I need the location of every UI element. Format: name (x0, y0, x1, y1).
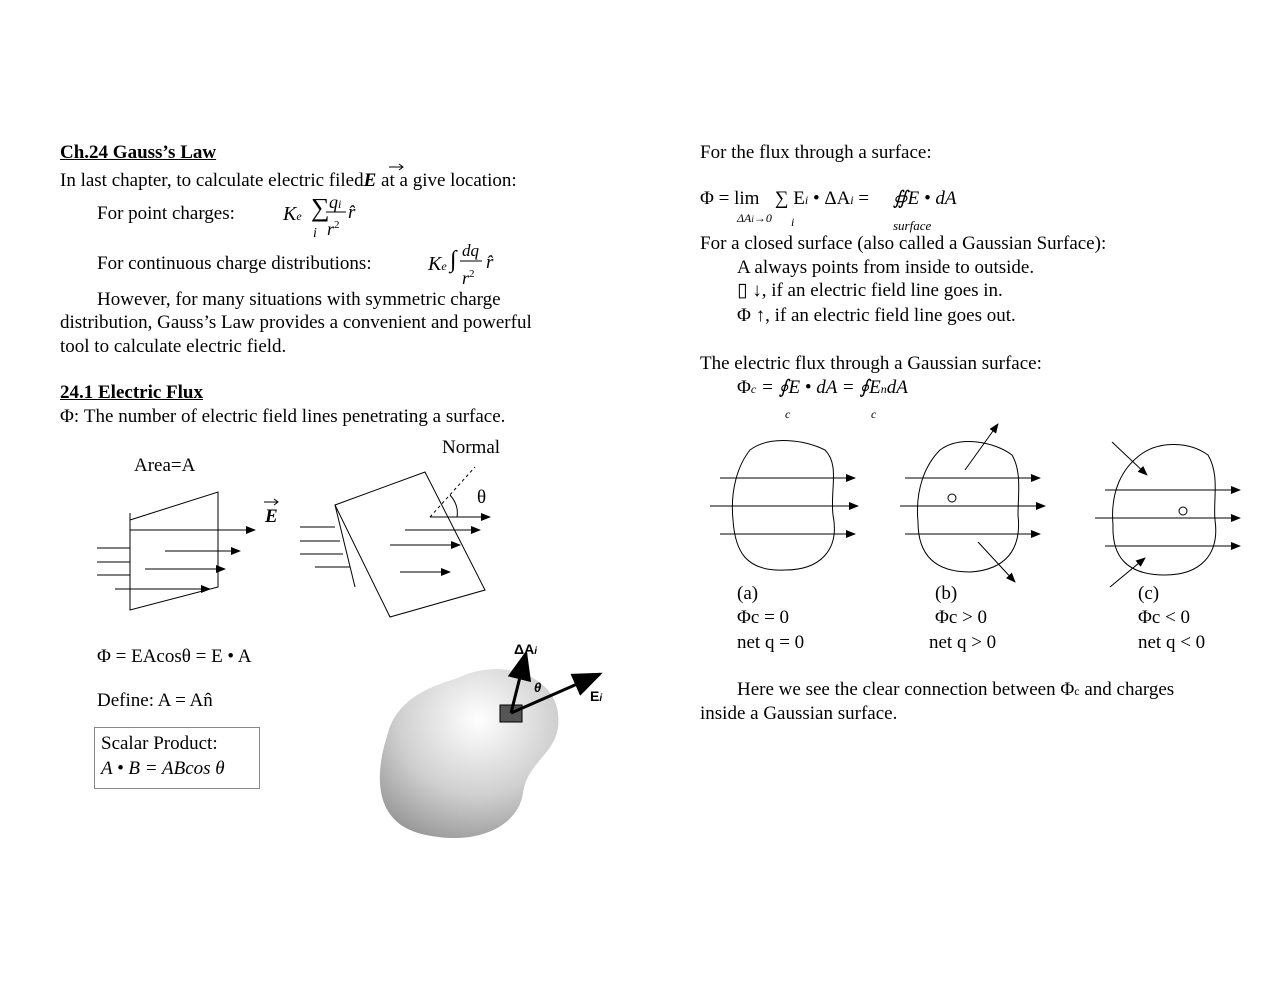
chapter-title: Ch.24 Gauss’s Law (60, 142, 217, 163)
cont-rhat: r̂ (486, 252, 494, 273)
cont-numerator: dq (462, 241, 479, 260)
conclusion-line-2: inside a Gaussian surface. (700, 703, 898, 724)
cont-integral: ∫ (450, 247, 457, 273)
blob-theta-label: θ (534, 680, 542, 695)
case-c-label: (c) (1138, 583, 1160, 604)
gauss-contour-1: c (785, 407, 791, 421)
cont-denominator: $r^2$ (462, 268, 475, 288)
bullet-flux-out: Φ ↑, if an electric field line goes out. (737, 305, 1016, 326)
gauss-equation: Φc = ∮E • dA = ∮EndA (737, 377, 908, 398)
closed-surface-intro: For a closed surface (also called a Gaussian Surface): (700, 233, 1107, 254)
point-sum-index: i (313, 226, 317, 241)
case-a-charge: net q = 0 (737, 632, 805, 653)
paragraph-line-3: tool to calculate electric field. (60, 336, 287, 357)
normal-label: Normal (442, 437, 501, 458)
intro-text-a: In last chapter, to calculate electric filed (60, 170, 364, 191)
surface-c (1095, 442, 1240, 587)
point-formula-k: Ke (283, 203, 302, 225)
conclusion-line-1: Here we see the clear connection between Φc and charges (737, 679, 1175, 700)
blob-surface (380, 669, 559, 838)
gauss-contour-2: c (871, 407, 877, 421)
continuous-label: For continuous charge distributions: (97, 253, 372, 274)
case-b-charge: net q > 0 (929, 632, 997, 653)
scalar-product-equation: A • B = ABcos θ (101, 758, 225, 779)
flux-equation: Φ = EAcosθ = E • A (97, 646, 252, 667)
point-sum-symbol: ∑ (311, 193, 330, 222)
point-denominator: $r^2$ (327, 219, 340, 239)
gauss-intro: The electric flux through a Gaussian surface: (700, 353, 1042, 374)
area-label: Area=A (134, 455, 196, 476)
point-numerator: qi (329, 192, 342, 212)
case-b-label: (b) (935, 583, 958, 604)
cont-formula-k: Ke (428, 253, 447, 275)
flux-limit-equation: Φ = lim ∑ Ei • ΔAi = ∯E • dA (700, 188, 957, 209)
case-a-label: (a) (737, 583, 759, 604)
flux-surface-label: surface (893, 218, 932, 233)
define-area-vector: Define: A = An̂ (97, 690, 213, 711)
scalar-product-title: Scalar Product: (101, 733, 218, 754)
bullet-area-direction: A always points from inside to outside. (737, 257, 1035, 278)
flux-sum: ∑ E (774, 188, 805, 209)
flux-sum-index: i (791, 215, 795, 229)
flux-definition: Φ: The number of electric field lines penetrating a surface. (60, 406, 506, 427)
theta-label: θ (477, 487, 487, 508)
delta-a-label: ΔAi (514, 641, 537, 657)
intro-text-b: at a give location: (381, 170, 517, 191)
bullet-flux-in: ▯ ↓, if an electric field line goes in. (737, 280, 1003, 301)
flux-limit-subscript: ΔAi→0 (737, 211, 772, 225)
paragraph-line-1: However, for many situations with symmetric charge (97, 289, 501, 310)
intro-line (60, 169, 517, 193)
surface-a (710, 441, 858, 571)
flux-intro: For the flux through a surface: (700, 142, 932, 163)
surface-b (900, 424, 1045, 582)
case-c-charge: net q < 0 (1138, 632, 1206, 653)
case-b-flux: Φc > 0 (935, 607, 988, 628)
point-charges-label: For point charges: (97, 203, 235, 224)
flux-diagram (95, 455, 515, 605)
gaussian-surfaces-diagram (700, 420, 1260, 590)
case-a-flux: Φc = 0 (737, 607, 790, 628)
case-c-flux: Φc < 0 (1138, 607, 1191, 628)
intro-e-arrow (389, 163, 405, 171)
intro-e-vector: E (363, 170, 377, 191)
point-rhat: r̂ (348, 202, 356, 223)
e-i-label: Ei (590, 688, 603, 704)
e-field-label: E (265, 506, 278, 527)
paragraph-line-2: distribution, Gauss’s Law provides a convenient and powerful (60, 312, 532, 333)
gaussian-blob-figure (378, 643, 618, 843)
section-title: 24.1 Electric Flux (60, 382, 203, 403)
